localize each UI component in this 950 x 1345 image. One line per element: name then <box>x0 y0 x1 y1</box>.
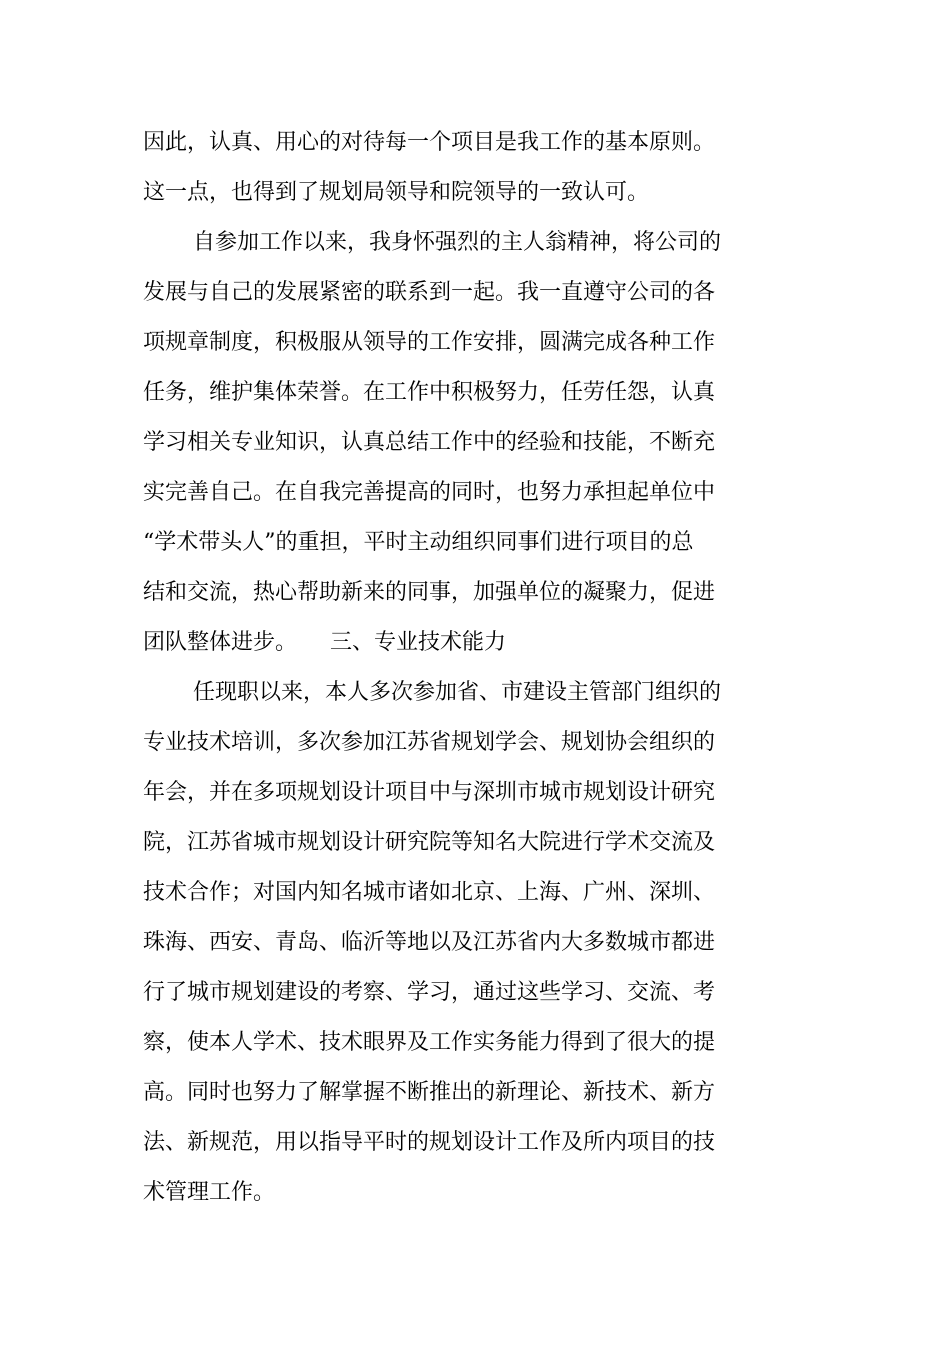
text-line: 专业技术培训，多次参加江苏省规划学会、规划协会组织的 <box>143 730 716 755</box>
text-line: 高。同时也努力了解掌握不断推出的新理论、新技术、新方 <box>143 1080 716 1105</box>
text-line: 技术合作；对国内知名城市诸如北京、上海、广州、深圳、 <box>143 880 716 905</box>
text-line: 项规章制度，积极服从领导的工作安排，圆满完成各种工作 <box>143 330 716 355</box>
text-line: 珠海、西安、青岛、临沂等地以及江苏省内大多数城市都进 <box>143 930 716 955</box>
text-line: 发展与自己的发展紧密的联系到一起。我一直遵守公司的各 <box>143 280 716 305</box>
text-line: 结和交流，热心帮助新来的同事，加强单位的凝聚力，促进 <box>143 580 716 605</box>
text-line: 学习相关专业知识，认真总结工作中的经验和技能，不断充 <box>143 430 716 455</box>
text-line: 法、新规范，用以指导平时的规划设计工作及所内项目的技 <box>143 1130 716 1155</box>
text-line: 察，使本人学术、技术眼界及工作实务能力得到了很大的提 <box>143 1030 716 1055</box>
text-line: 术管理工作。 <box>143 1180 276 1205</box>
text-line: 任务，维护集体荣誉。在工作中积极努力，任劳任怨，认真 <box>143 380 716 405</box>
text-line: 实完善自己。在自我完善提高的同时，也努力承担起单位中 <box>143 480 716 505</box>
paragraph-first-line: 任现职以来，本人多次参加省、市建设主管部门组织的 <box>193 680 722 705</box>
text-line: 因此，认真、用心的对待每一个项目是我工作的基本原则。 <box>143 130 716 155</box>
text-line: “学术带头人”的重担，平时主动组织同事们进行项目的总 <box>143 530 694 555</box>
text-line: 这一点，也得到了规划局领导和院领导的一致认可。 <box>143 180 650 205</box>
text-line: 年会，并在多项规划设计项目中与深圳市城市规划设计研究 <box>143 780 716 805</box>
paragraph-first-line: 自参加工作以来，我身怀强烈的主人翁精神，将公司的 <box>193 230 722 255</box>
text-line: 行了城市规划建设的考察、学习，通过这些学习、交流、考 <box>143 980 716 1005</box>
text-line-with-section-heading: 团队整体进步。 三、专业技术能力 <box>143 630 507 655</box>
text-line: 院，江苏省城市规划设计研究院等知名大院进行学术交流及 <box>143 830 716 855</box>
